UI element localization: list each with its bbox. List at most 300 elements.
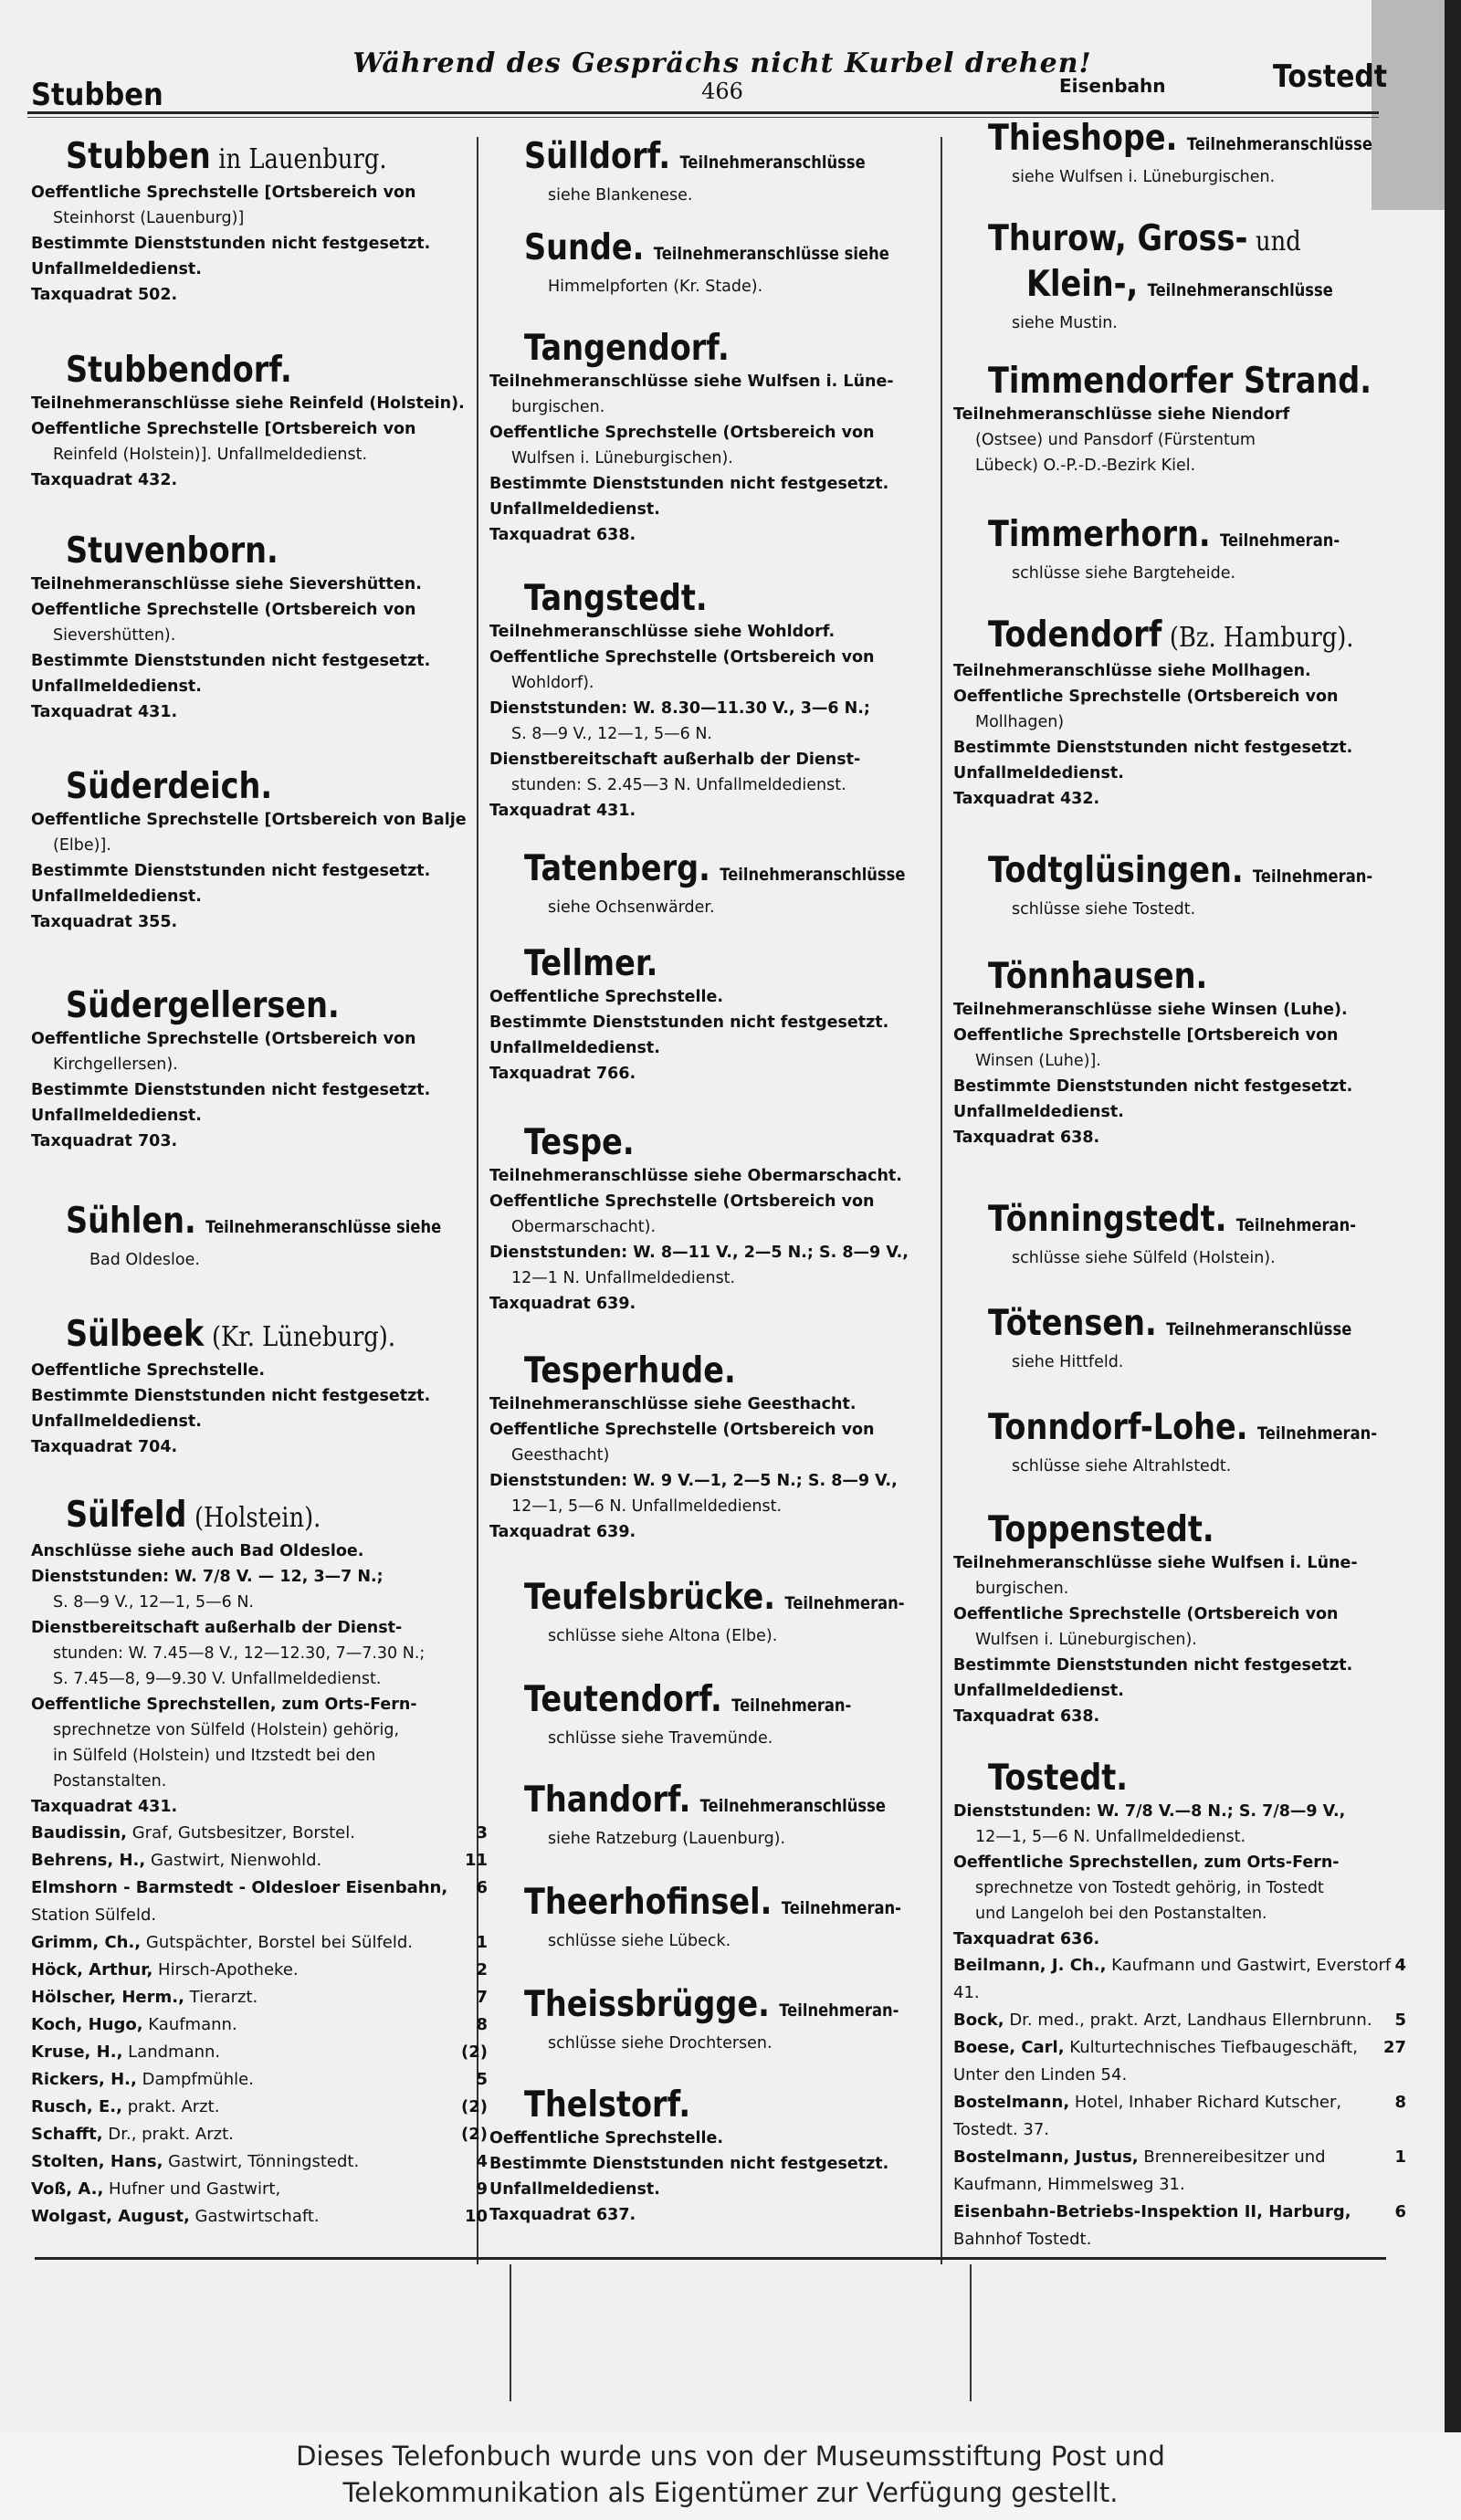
entry-line: Taxquadrat 637. bbox=[489, 2206, 636, 2224]
place-name-text: Thelstorf. bbox=[524, 2084, 691, 2126]
place-reference: Teilnehmeran- bbox=[1252, 866, 1373, 887]
entry-line: Unfallmeldedienst. bbox=[953, 1682, 1124, 1700]
entry-line: Steinhorst (Lauenburg)] bbox=[53, 209, 245, 227]
place-name bbox=[988, 362, 1372, 402]
entry-line: Lübeck) O.-P.-D.-Bezirk Kiel. bbox=[975, 457, 1196, 475]
subscriber-text bbox=[31, 1929, 413, 1957]
directory-entry bbox=[489, 1780, 946, 1852]
place-name bbox=[66, 137, 387, 180]
subscriber-text bbox=[31, 2203, 320, 2231]
place-name-text: Tonndorf-Lohe. bbox=[988, 1407, 1248, 1448]
subscriber-row bbox=[31, 1847, 488, 1874]
place-name-text: Timmerhorn. bbox=[988, 514, 1211, 555]
place-name bbox=[524, 137, 866, 183]
entry-line: Teilnehmeranschlüsse siehe Wohldorf. bbox=[489, 623, 836, 641]
place-name bbox=[524, 1351, 736, 1391]
entry-line: Wulfsen i. Lüneburgischen). bbox=[975, 1631, 1197, 1649]
directory-entry bbox=[953, 515, 1406, 586]
place-name-text: Theissbrügge. bbox=[524, 1984, 770, 2025]
place-name-text: Todtglüsingen. bbox=[988, 850, 1244, 891]
subscriber-number: 8 bbox=[1394, 2093, 1406, 2112]
subscriber-row bbox=[31, 1929, 488, 1957]
railway-label: Eisenbahn bbox=[1059, 75, 1166, 97]
subscriber-number: 11 bbox=[464, 1851, 488, 1870]
subscriber-name: Schafft, bbox=[31, 2125, 103, 2144]
directory-entry bbox=[953, 1408, 1406, 1479]
subscriber-number: 4 bbox=[1394, 1956, 1406, 1975]
entry-line: Winsen (Luhe)]. bbox=[975, 1052, 1101, 1070]
directory-entry bbox=[953, 957, 1406, 1150]
place-name bbox=[988, 219, 1301, 262]
entry-line: schlüsse siehe Drochtersen. bbox=[548, 2034, 773, 2053]
place-name bbox=[524, 2085, 690, 2126]
footer-credit bbox=[0, 2432, 1461, 2520]
entry-line: Unfallmeldedienst. bbox=[489, 500, 660, 519]
footer-line-2: Telekommunikation als Eigentümer zur Verfügung gestellt. bbox=[342, 2477, 1119, 2508]
place-name bbox=[524, 1883, 901, 1928]
header-rule bbox=[27, 111, 1379, 114]
entry-line: 12—1, 5—6 N. Unfallmeldedienst. bbox=[511, 1497, 783, 1516]
entry-line: sprechnetze von Sülfeld (Holstein) gehörig, bbox=[53, 1721, 400, 1739]
entry-line: Taxquadrat 432. bbox=[953, 790, 1100, 808]
subscriber-text bbox=[31, 2094, 219, 2121]
entry-line: Bestimmte Dienststunden nicht festgesetzt. bbox=[31, 652, 431, 670]
place-name bbox=[988, 1408, 1377, 1454]
place-reference: Teilnehmeranschlüsse bbox=[699, 1796, 886, 1816]
entry-line: Oeffentliche Sprechstelle (Ortsbereich von bbox=[31, 601, 416, 619]
subscriber-desc: Gastwirt, Nienwohld. bbox=[150, 1851, 322, 1870]
subscriber-row bbox=[953, 2199, 1406, 2253]
subscriber-number: (2) bbox=[461, 2042, 488, 2062]
entry-line: Oeffentliche Sprechstelle (Ortsbereich von bbox=[489, 648, 875, 667]
place-name bbox=[988, 1510, 1214, 1550]
subscriber-text bbox=[953, 1952, 1394, 2007]
entry-line: Teilnehmeranschlüsse siehe Sievershütten. bbox=[31, 575, 422, 593]
place-name-text: Stubbendorf. bbox=[66, 350, 292, 391]
directory-entry bbox=[489, 1985, 946, 2056]
subscriber-number: 7 bbox=[476, 1988, 488, 2007]
entry-line: 12—1, 5—6 N. Unfallmeldedienst. bbox=[975, 1828, 1246, 1846]
place-name bbox=[524, 1578, 905, 1623]
subscriber-desc: Gastwirtschaft. bbox=[194, 2207, 320, 2226]
place-name-text: Sülbeek bbox=[66, 1314, 205, 1355]
column-divider-lower bbox=[970, 2264, 972, 2401]
directory-entry bbox=[953, 219, 1406, 262]
entry-line: Oeffentliche Sprechstelle. bbox=[489, 2129, 724, 2147]
entry-line: Teilnehmeranschlüsse siehe Obermarschacht. bbox=[489, 1167, 902, 1185]
directory-entry bbox=[953, 851, 1406, 922]
subscriber-text bbox=[953, 2144, 1394, 2199]
directory-entry bbox=[489, 228, 946, 299]
subscriber-row bbox=[31, 2039, 488, 2066]
subscriber-name: Grimm, Ch., bbox=[31, 1933, 142, 1952]
place-reference: Teilnehmeranschlüsse bbox=[1147, 280, 1333, 300]
directory-entry bbox=[953, 1759, 1406, 2253]
place-qualifier: in Lauenburg. bbox=[218, 143, 387, 175]
entry-line: Taxquadrat 638. bbox=[489, 526, 636, 544]
subscriber-name: Voß, A., bbox=[31, 2179, 104, 2199]
place-name-text: Toppenstedt. bbox=[988, 1509, 1214, 1550]
place-name bbox=[988, 615, 1354, 658]
subscriber-text bbox=[31, 1874, 476, 1929]
header-notice: Während des Gesprächs nicht Kurbel drehen! bbox=[352, 47, 1092, 79]
subscriber-row bbox=[31, 2094, 488, 2121]
entry-line: Oeffentliche Sprechstelle (Ortsbereich von bbox=[489, 424, 875, 442]
directory-entry bbox=[489, 1123, 946, 1317]
subscriber-number: 6 bbox=[1394, 2202, 1406, 2221]
entry-line: (Elbe)]. bbox=[53, 836, 111, 855]
subscriber-name: Beilmann, J. Ch., bbox=[953, 1956, 1107, 1975]
place-name-text: Thurow, Gross- bbox=[988, 218, 1248, 259]
subscriber-desc: Tierarzt. bbox=[189, 1988, 258, 2007]
entry-line: Geesthacht) bbox=[511, 1446, 610, 1465]
entry-line: Bestimmte Dienststunden nicht festgesetzt. bbox=[489, 2155, 889, 2173]
entry-line: Oeffentliche Sprechstelle (Ortsbereich von bbox=[31, 1030, 416, 1048]
place-name bbox=[988, 1200, 1356, 1245]
place-reference: Teilnehmeranschlüsse siehe bbox=[653, 244, 889, 264]
entry-line: Teilnehmeranschlüsse siehe Wulfsen i. Lüne- bbox=[953, 1554, 1358, 1572]
subscriber-desc: Hotel, Inhaber Richard Kutscher, Tostedt. 37. bbox=[953, 2093, 1342, 2139]
place-name bbox=[66, 351, 292, 391]
subscriber-row bbox=[31, 1957, 488, 1984]
subscriber-name: Boese, Carl, bbox=[953, 2038, 1065, 2057]
entry-line: Taxquadrat 704. bbox=[31, 1438, 178, 1456]
entry-line: Taxquadrat 638. bbox=[953, 1129, 1100, 1147]
entry-line: Unfallmeldedienst. bbox=[489, 2180, 660, 2199]
entry-line: Taxquadrat 432. bbox=[31, 471, 178, 489]
entry-line: Taxquadrat 355. bbox=[31, 913, 178, 931]
entry-line: schlüsse siehe Altrahlstedt. bbox=[1012, 1457, 1232, 1475]
subscriber-name: Bostelmann, Justus, bbox=[953, 2147, 1139, 2167]
place-name bbox=[524, 1780, 886, 1826]
place-name bbox=[988, 1304, 1351, 1349]
subscriber-name: Behrens, H., bbox=[31, 1851, 146, 1870]
entry-line: Taxquadrat 766. bbox=[489, 1065, 636, 1083]
entry-line: Taxquadrat 431. bbox=[489, 802, 636, 820]
entry-line: Wulfsen i. Lüneburgischen). bbox=[511, 449, 733, 467]
subscriber-number: 1 bbox=[476, 1933, 488, 1952]
subscriber-number: 27 bbox=[1382, 2038, 1406, 2057]
entry-line: und Langeloh bei den Postanstalten. bbox=[975, 1905, 1267, 1923]
entry-line: Oeffentliche Sprechstellen, zum Orts-Fern- bbox=[953, 1853, 1340, 1872]
subscriber-row bbox=[31, 2148, 488, 2176]
directory-entry bbox=[31, 986, 488, 1154]
subscriber-row bbox=[31, 2011, 488, 2039]
entry-line: Taxquadrat 639. bbox=[489, 1295, 636, 1313]
entry-line: Dienststunden: W. 9 V.—1, 2—5 N.; S. 8—9 V., bbox=[489, 1472, 898, 1490]
subscriber-desc: prakt. Arzt. bbox=[127, 2097, 220, 2116]
subscriber-text bbox=[31, 1957, 299, 1984]
entry-line: Dienststunden: W. 8—11 V., 2—5 N.; S. 8—9 V., bbox=[489, 1244, 909, 1262]
entry-line: Oeffentliche Sprechstelle [Ortsbereich von bbox=[31, 184, 416, 202]
subscriber-name: Koch, Hugo, bbox=[31, 2015, 143, 2034]
footer-line-1: Dieses Telefonbuch wurde uns von der Museumsstiftung Post und bbox=[296, 2441, 1165, 2472]
subscriber-row bbox=[31, 2176, 488, 2203]
subscriber-row bbox=[953, 2144, 1406, 2199]
place-name-text: Tespe. bbox=[524, 1122, 635, 1163]
subscriber-row bbox=[31, 2121, 488, 2148]
place-name bbox=[988, 515, 1340, 561]
subscriber-number: 1 bbox=[1394, 2147, 1406, 2167]
directory-entry bbox=[489, 944, 946, 1087]
place-name bbox=[66, 767, 272, 807]
place-name-text: Sülfeld bbox=[66, 1495, 187, 1536]
place-name-text: Sunde. bbox=[524, 227, 645, 268]
directory-entry bbox=[489, 1680, 946, 1751]
subscriber-name: Höck, Arthur, bbox=[31, 1960, 153, 1979]
subscriber-name: Wolgast, August, bbox=[31, 2207, 190, 2226]
subscriber-desc: Dr., prakt. Arzt. bbox=[108, 2125, 234, 2144]
entry-line: Unfallmeldedienst. bbox=[953, 764, 1124, 782]
entry-line: Taxquadrat 431. bbox=[31, 703, 178, 721]
place-reference: Teilnehmeranschlüsse siehe bbox=[205, 1217, 442, 1237]
directory-entry bbox=[31, 1496, 488, 2231]
place-qualifier: (Bz. Hamburg). bbox=[1169, 622, 1354, 654]
directory-entry bbox=[31, 351, 488, 493]
directory-entry bbox=[31, 1202, 488, 1273]
entry-line: siehe Blankenese. bbox=[548, 186, 693, 205]
subscriber-name: Rickers, H., bbox=[31, 2070, 137, 2089]
entry-line: Bestimmte Dienststunden nicht festgesetzt. bbox=[953, 1077, 1353, 1096]
place-qualifier: (Holstein). bbox=[194, 1502, 321, 1534]
entry-line: sprechnetze von Tostedt gehörig, in Tostedt bbox=[975, 1879, 1324, 1897]
place-qualifier: (Kr. Lüneburg). bbox=[211, 1321, 396, 1353]
entry-line: Bestimmte Dienststunden nicht festgesetzt. bbox=[31, 1387, 431, 1405]
entry-line: Sievershütten). bbox=[53, 626, 176, 645]
entry-line: Obermarschacht). bbox=[511, 1218, 657, 1236]
directory-entry bbox=[489, 1578, 946, 1649]
subscriber-text bbox=[953, 2089, 1394, 2144]
entry-line: Taxquadrat 703. bbox=[31, 1132, 178, 1150]
place-name-text: Klein-, bbox=[1026, 264, 1139, 305]
entry-line: Taxquadrat 502. bbox=[31, 286, 178, 304]
directory-entry bbox=[953, 119, 1406, 190]
entry-line: S. 7.45—8, 9—9.30 V. Unfallmeldedienst. bbox=[53, 1670, 382, 1688]
subscriber-desc: Landmann. bbox=[128, 2042, 221, 2062]
directory-entry bbox=[489, 329, 946, 548]
entry-line: Bestimmte Dienststunden nicht festgesetzt. bbox=[489, 475, 889, 493]
entry-line: Unfallmeldedienst. bbox=[31, 1107, 202, 1125]
entry-line: Unfallmeldedienst. bbox=[489, 1039, 660, 1057]
place-reference: Teilnehmeran- bbox=[781, 1898, 901, 1918]
entry-line: siehe Mustin. bbox=[1012, 314, 1118, 332]
entry-line: S. 8—9 V., 12—1, 5—6 N. bbox=[511, 725, 712, 743]
subscriber-text bbox=[31, 1984, 258, 2011]
subscriber-name: Baudissin, bbox=[31, 1823, 127, 1843]
place-name-text: Stubben bbox=[66, 136, 211, 177]
entry-line: Kirchgellersen). bbox=[53, 1055, 178, 1074]
place-reference: Teilnehmeran- bbox=[784, 1593, 905, 1613]
directory-entry bbox=[953, 362, 1406, 478]
subscriber-text bbox=[31, 1847, 321, 1874]
directory-entry bbox=[953, 1304, 1406, 1375]
entry-line: schlüsse siehe Lübeck. bbox=[548, 1932, 731, 1950]
directory-entry bbox=[31, 1315, 488, 1460]
directory-entry bbox=[953, 1200, 1406, 1271]
subscriber-number: 3 bbox=[476, 1823, 488, 1843]
place-name-text: Tönningstedt. bbox=[988, 1199, 1227, 1240]
entry-line: in Sülfeld (Holstein) und Itzstedt bei den bbox=[53, 1747, 376, 1765]
entry-line: Teilnehmeranschlüsse siehe Wulfsen i. Lüne- bbox=[489, 373, 894, 391]
entry-line: Unfallmeldedienst. bbox=[31, 1412, 202, 1431]
subscriber-number: 8 bbox=[476, 2015, 488, 2034]
place-name-text: Teufelsbrücke. bbox=[524, 1577, 776, 1618]
entry-line: siehe Wulfsen i. Lüneburgischen. bbox=[1012, 168, 1276, 186]
bottom-rule bbox=[35, 2257, 1386, 2260]
entry-line: siehe Hittfeld. bbox=[1012, 1353, 1124, 1371]
place-name-text: Tangstedt. bbox=[524, 578, 708, 619]
entry-line: Unfallmeldedienst. bbox=[953, 1103, 1124, 1121]
place-name-text: Tangendorf. bbox=[524, 328, 730, 369]
entry-line: Dienststunden: W. 8.30—11.30 V., 3—6 N.; bbox=[489, 699, 870, 718]
page-number: 466 bbox=[701, 79, 743, 104]
entry-line: Teilnehmeranschlüsse siehe Niendorf bbox=[953, 405, 1290, 424]
entry-line: stunden: W. 7.45—8 V., 12—12.30, 7—7.30 N.; bbox=[53, 1644, 426, 1663]
place-name-text: Tatenberg. bbox=[524, 848, 710, 889]
running-head-right: Tostedt bbox=[1273, 58, 1388, 95]
entry-line: Oeffentliche Sprechstelle (Ortsbereich von bbox=[953, 1605, 1339, 1623]
place-name-text: Thieshope. bbox=[988, 118, 1178, 159]
subscriber-number: 10 bbox=[464, 2207, 488, 2226]
subscriber-text bbox=[31, 2011, 237, 2039]
subscriber-number: 4 bbox=[476, 2152, 488, 2171]
place-name-text: Südergellersen. bbox=[66, 985, 340, 1026]
entry-line: Teilnehmeranschlüsse siehe Winsen (Luhe). bbox=[953, 1001, 1348, 1019]
subscriber-row bbox=[31, 2066, 488, 2094]
directory-entry bbox=[489, 1351, 946, 1545]
subscriber-name: Bock, bbox=[953, 2011, 1004, 2030]
entry-line: Unfallmeldedienst. bbox=[31, 677, 202, 696]
subscriber-text bbox=[31, 2066, 254, 2094]
place-name bbox=[66, 986, 340, 1026]
place-name-text: Tesperhude. bbox=[524, 1350, 736, 1391]
place-name bbox=[988, 957, 1207, 997]
place-name bbox=[988, 851, 1372, 897]
subscriber-text bbox=[31, 1820, 355, 1847]
place-reference: Teilnehmeranschlüsse bbox=[720, 865, 906, 885]
entry-line: stunden: S. 2.45—3 N. Unfallmeldedienst. bbox=[511, 776, 846, 794]
subscriber-name: Kruse, H., bbox=[31, 2042, 123, 2062]
scan-edge bbox=[1445, 0, 1461, 2432]
place-name-text: Tellmer. bbox=[524, 943, 658, 984]
entry-line: Bestimmte Dienststunden nicht festgesetzt. bbox=[31, 235, 431, 253]
entry-line: siehe Ochsenwärder. bbox=[548, 898, 715, 917]
place-name bbox=[66, 1315, 395, 1358]
entry-line: Dienstbereitschaft außerhalb der Dienst- bbox=[489, 751, 861, 769]
subscriber-name: Eisenbahn-Betriebs-Inspektion II, Harburg, bbox=[953, 2202, 1351, 2221]
entry-line: Oeffentliche Sprechstelle (Ortsbereich von bbox=[953, 688, 1339, 706]
subscriber-text bbox=[31, 2176, 280, 2203]
subscriber-row bbox=[953, 1952, 1406, 2007]
directory-entry bbox=[489, 849, 946, 920]
subscriber-row bbox=[953, 2089, 1406, 2144]
entry-line: Taxquadrat 636. bbox=[953, 1930, 1100, 1948]
place-reference: Teilnehmeranschlüsse bbox=[679, 152, 866, 173]
subscriber-row bbox=[31, 2203, 488, 2231]
entry-line: Himmelpforten (Kr. Stade). bbox=[548, 278, 763, 296]
place-name bbox=[524, 1680, 851, 1726]
entry-line: 12—1 N. Unfallmeldedienst. bbox=[511, 1269, 736, 1287]
place-name-text: Sühlen. bbox=[66, 1201, 196, 1242]
place-reference: Teilnehmeran- bbox=[1219, 530, 1340, 551]
subscriber-desc: Hirsch-Apotheke. bbox=[158, 1960, 299, 1979]
place-name bbox=[524, 944, 657, 984]
entry-line: burgischen. bbox=[975, 1580, 1069, 1598]
directory-entry bbox=[953, 615, 1406, 812]
subscriber-desc: Kulturtechnisches Tiefbaugeschäft, Unter den Linden 54. bbox=[953, 2038, 1358, 2084]
place-name-text: Timmendorfer Strand. bbox=[988, 361, 1372, 402]
subscriber-number: 5 bbox=[476, 2070, 488, 2089]
place-name-text: Theerhofinsel. bbox=[524, 1882, 773, 1923]
subscriber-desc: Hufner und Gastwirt, bbox=[109, 2179, 281, 2199]
directory-entry bbox=[489, 2085, 946, 2228]
entry-line: schlüsse siehe Bargteheide. bbox=[1012, 564, 1236, 583]
entry-line: Oeffentliche Sprechstellen, zum Orts-Fern- bbox=[31, 1696, 417, 1714]
subscriber-row bbox=[31, 1874, 488, 1929]
place-name-text: Tostedt. bbox=[988, 1758, 1128, 1799]
subscriber-text bbox=[31, 2121, 234, 2148]
entry-line: Reinfeld (Holstein)]. Unfallmeldedienst. bbox=[53, 446, 368, 464]
entry-line: Oeffentliche Sprechstelle (Ortsbereich von bbox=[489, 1192, 875, 1211]
subscriber-desc: Graf, Gutsbesitzer, Borstel. bbox=[131, 1823, 355, 1843]
entry-line: siehe Ratzeburg (Lauenburg). bbox=[548, 1830, 786, 1848]
directory-entry bbox=[953, 265, 1406, 336]
subscriber-text bbox=[31, 2148, 359, 2176]
directory-entry bbox=[489, 1883, 946, 1954]
place-name bbox=[66, 1202, 441, 1247]
subscriber-desc: Kaufmann. bbox=[148, 2015, 237, 2034]
subscriber-text bbox=[953, 2007, 1372, 2034]
subscriber-name: Elmshorn - Barmstedt - Oldesloer Eisenbahn, bbox=[31, 1878, 448, 1897]
entry-line: schlüsse siehe Tostedt. bbox=[1012, 900, 1196, 919]
entry-line: Wohldorf). bbox=[511, 674, 594, 692]
place-name-text: Süderdeich. bbox=[66, 766, 273, 807]
subscriber-desc: Dr. med., prakt. Arzt, Landhaus Ellernbrunn. bbox=[1009, 2011, 1372, 2030]
entry-line: S. 8—9 V., 12—1, 5—6 N. bbox=[53, 1593, 254, 1612]
entry-line: Oeffentliche Sprechstelle. bbox=[31, 1361, 266, 1380]
directory-entry bbox=[953, 1510, 1406, 1729]
subscriber-desc: Station Sülfeld. bbox=[31, 1906, 157, 1925]
subscriber-number: 2 bbox=[476, 1960, 488, 1979]
directory-entry bbox=[31, 137, 488, 308]
subscriber-number: 5 bbox=[1394, 2011, 1406, 2030]
subscriber-desc: Brennereibesitzer und Kaufmann, Himmelsweg 31. bbox=[953, 2147, 1326, 2194]
place-reference: Teilnehmeran- bbox=[1256, 1423, 1378, 1444]
entry-line: Bestimmte Dienststunden nicht festgesetzt. bbox=[953, 1656, 1353, 1675]
entry-line: Oeffentliche Sprechstelle [Ortsbereich von bbox=[31, 420, 416, 438]
entry-line: Oeffentliche Sprechstelle [Ortsbereich von bbox=[953, 1026, 1339, 1045]
subscriber-desc: Kaufmann und Gastwirt, Everstorf 41. bbox=[953, 1956, 1392, 2002]
entry-line: (Ostsee) und Pansdorf (Fürstentum bbox=[975, 431, 1256, 449]
entry-line: Bestimmte Dienststunden nicht festgesetzt. bbox=[953, 739, 1353, 757]
place-name bbox=[524, 1123, 635, 1163]
subscriber-desc: Gutspächter, Borstel bei Sülfeld. bbox=[145, 1933, 414, 1952]
place-name-text: Tötensen. bbox=[988, 1303, 1157, 1344]
subscriber-row bbox=[953, 2034, 1406, 2089]
entry-line: burgischen. bbox=[511, 398, 605, 416]
entry-line: schlüsse siehe Sülfeld (Holstein). bbox=[1012, 1249, 1276, 1267]
entry-line: Bestimmte Dienststunden nicht festgesetzt. bbox=[489, 1013, 889, 1032]
subscriber-row bbox=[31, 1820, 488, 1847]
subscriber-desc: Gastwirt, Tönningstedt. bbox=[168, 2152, 360, 2171]
place-name bbox=[66, 1496, 321, 1538]
entry-line: Bad Oldesloe. bbox=[89, 1251, 200, 1269]
place-name bbox=[66, 531, 279, 572]
place-name bbox=[524, 849, 905, 895]
place-name bbox=[988, 1759, 1128, 1799]
subscriber-name: Bostelmann, bbox=[953, 2093, 1070, 2112]
subscriber-row bbox=[953, 2007, 1406, 2034]
